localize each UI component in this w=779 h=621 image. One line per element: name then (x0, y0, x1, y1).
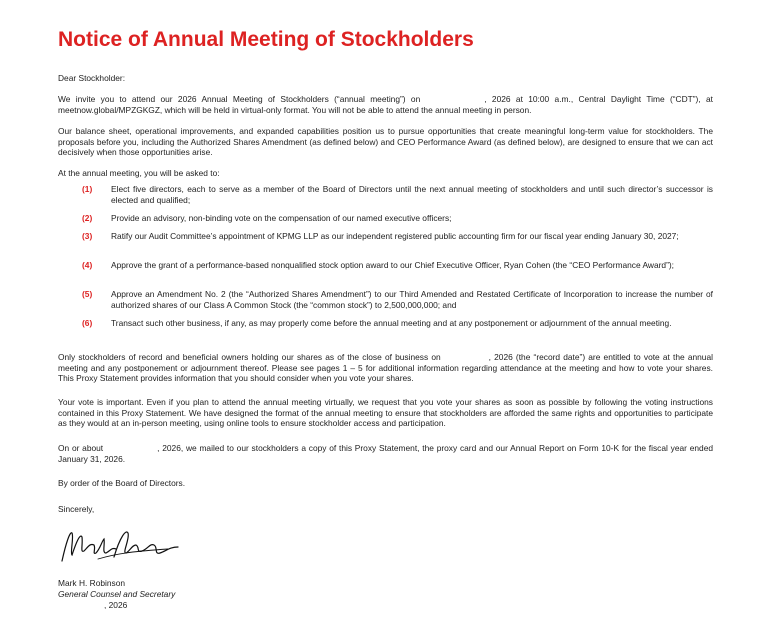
asked-intro: At the annual meeting, you will be asked to: (58, 168, 220, 178)
record-text-1: Only stockholders of record and beneficial owners holding our shares as of the close of business on (58, 352, 441, 362)
vote-important-paragraph: Your vote is important. Even if you plan to attend the annual meeting virtually, we request that you vote your shares as soon as possible by following the voting instructions contained in this Proxy Statement. We have designed the format of the annual meeting to ensure that stockholders are afforded the same rights and opportunities to participate as they would at an in-person meeting, using online tools to ensure stockholder access and participation. (58, 397, 713, 428)
item-number: (1) (82, 184, 93, 194)
sincerely: Sincerely, (58, 504, 95, 514)
item-text: Approve the grant of a performance-based nonqualified stock option award to our Chief Executive Officer, Ryan Cohen (the “CEO Performance Award”); (111, 260, 674, 270)
signer-title: General Counsel and Secretary (58, 589, 176, 599)
mailed-text-1: On or about (58, 443, 104, 453)
sign-date-line (58, 600, 713, 611)
by-order: By order of the Board of Directors. (58, 478, 186, 488)
invite-paragraph (58, 94, 713, 115)
invite-text-2: , 2026 at 10:00 a.m., Central Daylight Time (“CDT”), at meetnow.global/MPZGKGZ, which will be held in virtual-only format. You will not be able to attend the annual meeting in person. (58, 94, 713, 115)
mailed-text-2: , 2026, we mailed to our stockholders a copy of this Proxy Statement, the proxy card and our Annual Report on Form 10-K for the fiscal year ended January 31, 2026. (58, 443, 714, 464)
record-text-2: , 2026 (the “record date”) are entitled to vote at the annual meeting and any postponement or adjournment thereof. Please see pages 1 – 5 for additional information regarding attendance at the meeting and how to vote your shares. This Proxy Statement provides information that you should consider when you vote your shares. (58, 352, 713, 383)
item-text: Provide an advisory, non-binding vote on the compensation of our named executive officers; (111, 213, 452, 223)
invite-text-1: We invite you to attend our 2026 Annual Meeting of Stockholders (“annual meeting”) on (58, 94, 421, 104)
record-date-paragraph (58, 352, 713, 384)
item-number: (6) (82, 318, 93, 328)
mailed-paragraph (58, 443, 713, 464)
item-text: Elect five directors, each to serve as a member of the Board of Directors until the next annual meeting of stockholders and until such director’s successor is elected and qualified; (111, 184, 713, 205)
item-number: (5) (82, 289, 93, 299)
item-text: Approve an Amendment No. 2 (the “Authorized Shares Amendment”) to our Third Amended and Restated Certificate of Incorporation to increase the number of authorized shares of our Class A Common Stock (the “common stock”) to 2,500,000,000; and (111, 289, 713, 310)
page-title: Notice of Annual Meeting of Stockholders (58, 28, 474, 51)
signer-name: Mark H. Robinson (58, 578, 126, 588)
item-number: (3) (82, 231, 93, 241)
item-text: Transact such other business, if any, as may properly come before the annual meeting and at any postponement or adjournment of the annual meeting. (111, 318, 672, 328)
item-number: (4) (82, 260, 93, 270)
item-number: (2) (82, 213, 93, 223)
sign-date: , 2026 (104, 600, 128, 610)
salutation: Dear Stockholder: (58, 73, 126, 83)
balance-sheet-paragraph: Our balance sheet, operational improvements, and expanded capabilities position us to pursue opportunities that create meaningful long-term value for stockholders. The proposals before you, including the Authorized Shares Amendment (as defined below) and CEO Performance Award (as defined below), are designed to ensure that we can act decisively when those opportunities arise. (58, 126, 713, 157)
signature-image (58, 523, 184, 567)
item-text: Ratify our Audit Committee’s appointment of KPMG LLP as our independent registered public accounting firm for our fiscal year ending January 30, 2027; (111, 231, 679, 241)
